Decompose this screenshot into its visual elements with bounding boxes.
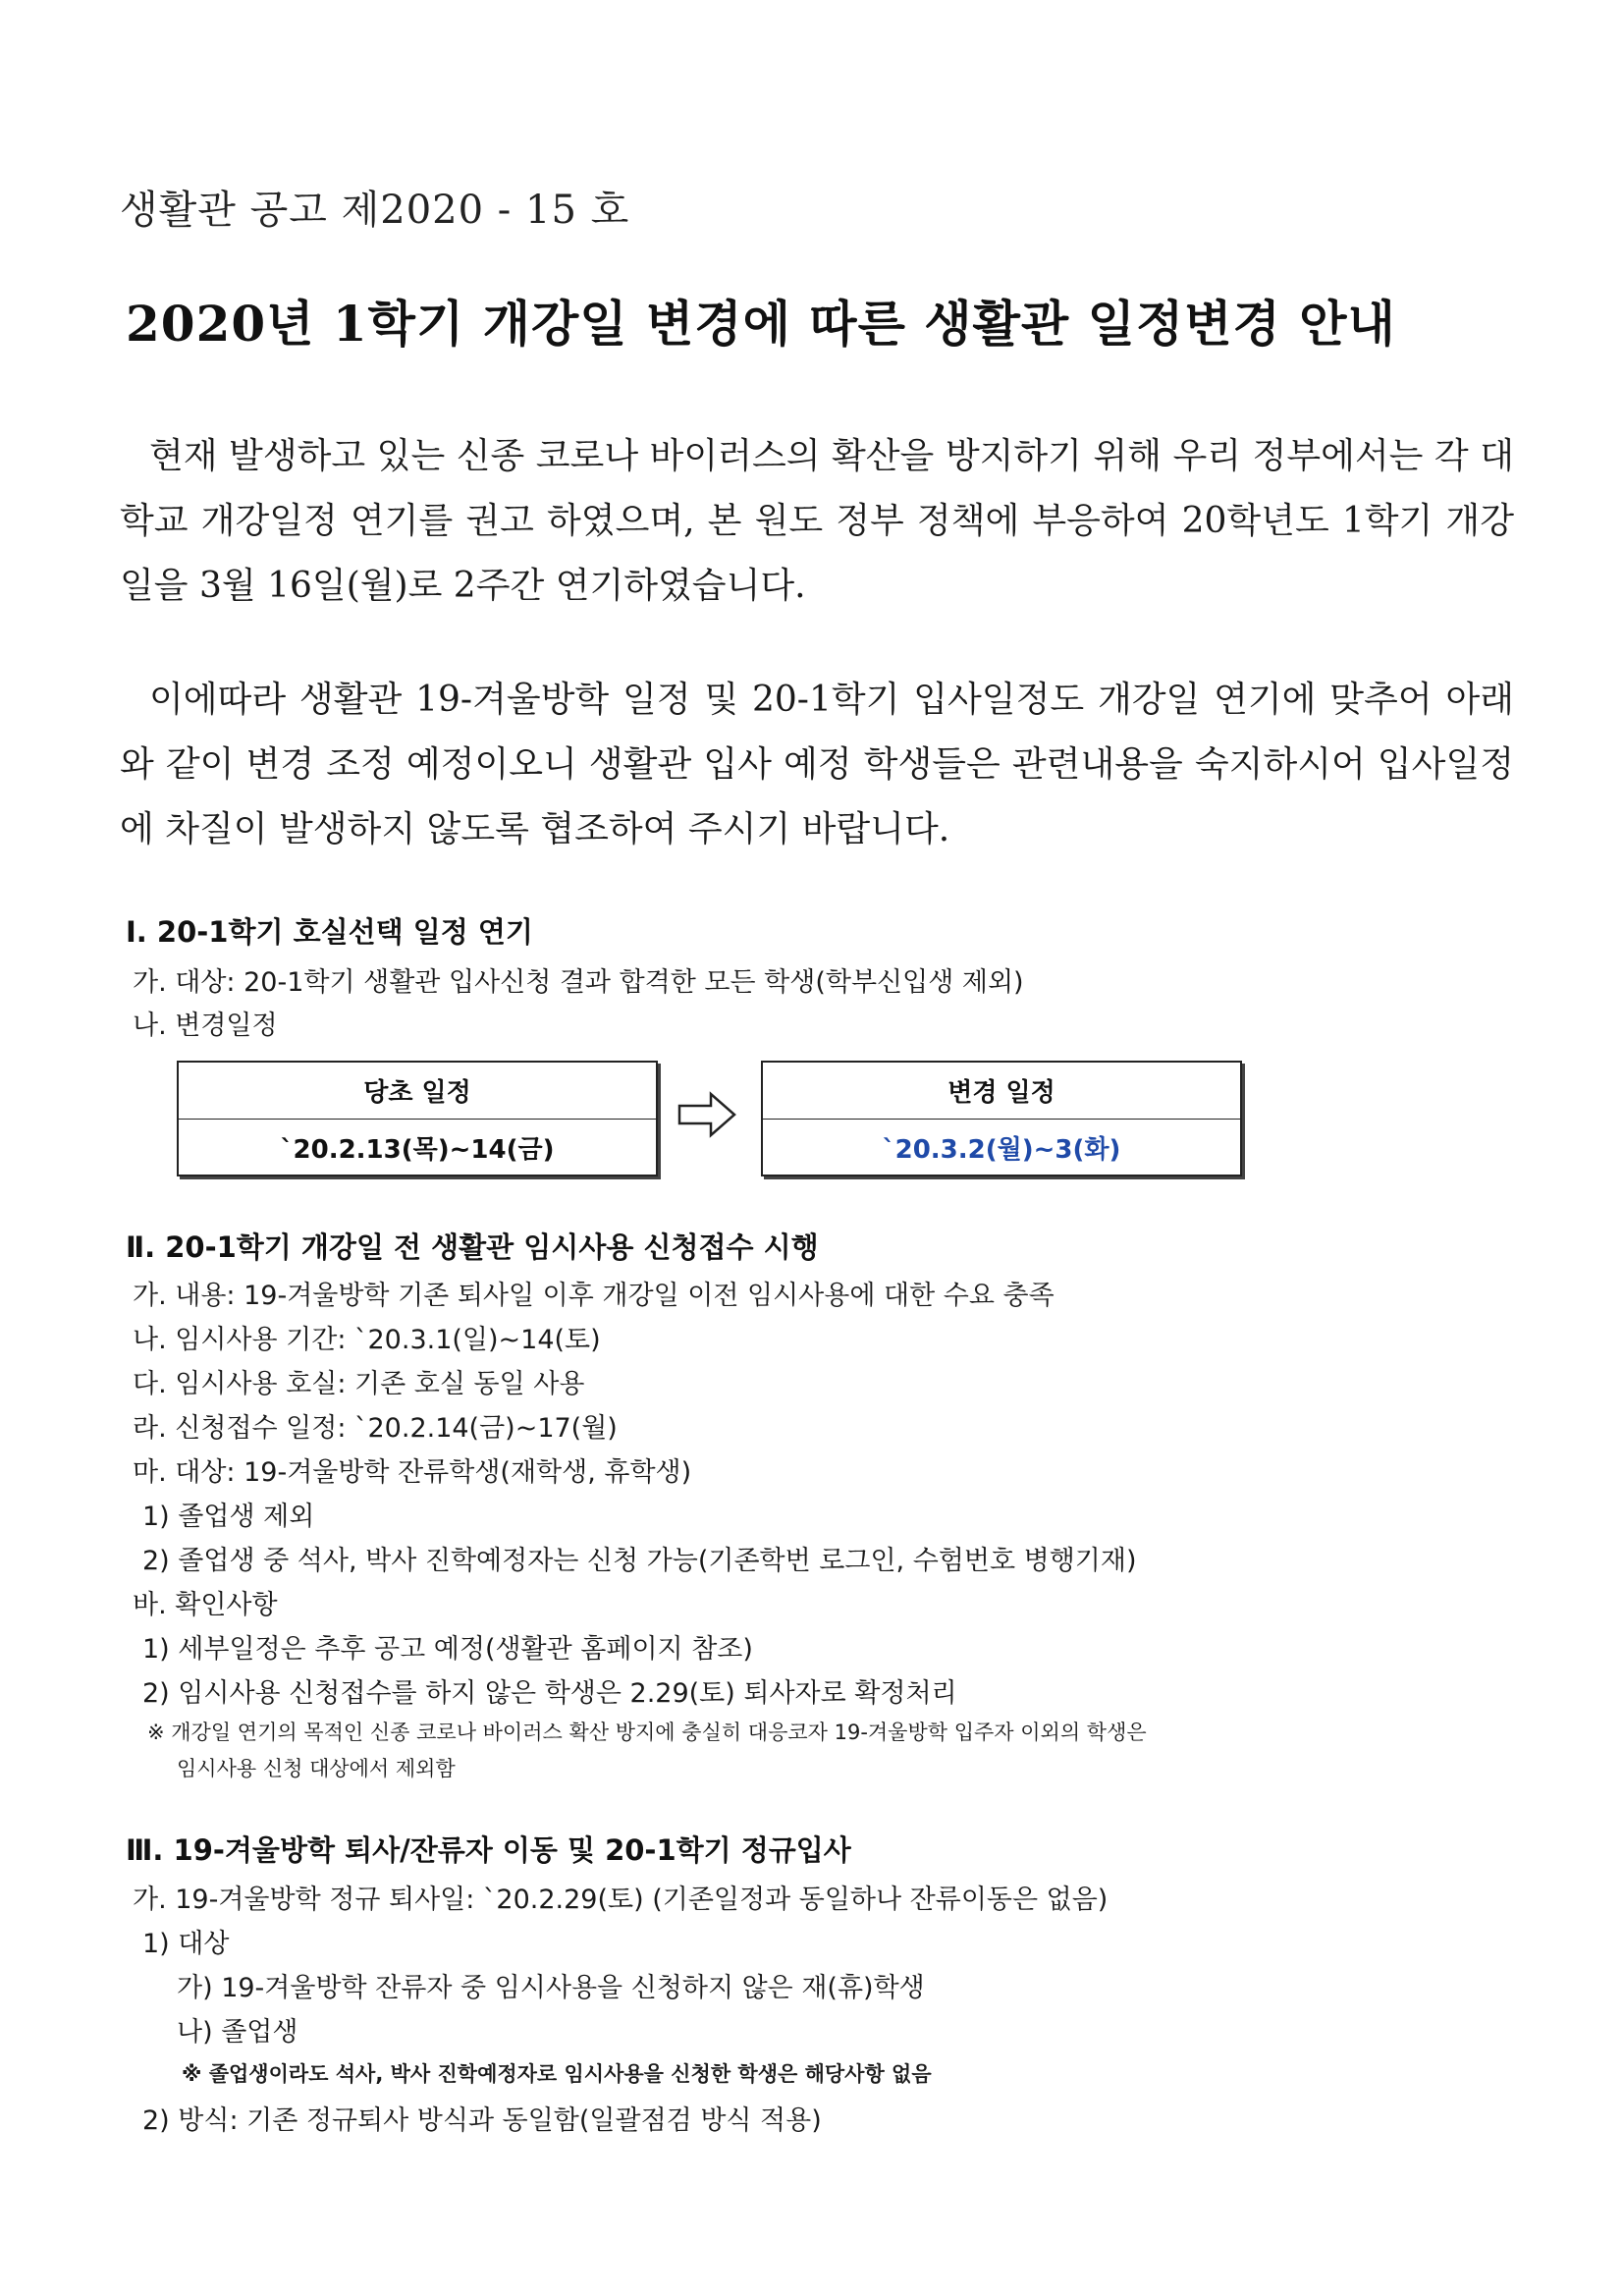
notice-number: 생활관 공고 제2020 - 15 호 — [120, 188, 630, 233]
document-title: 2020년 1학기 개강일 변경에 따른 생활관 일정변경 안내 — [126, 295, 1396, 353]
changed-schedule-value: `20.3.2(월)~3(화) — [882, 1135, 1121, 1165]
section-3-item-2: 2) 방식: 기존 정규퇴사 방식과 동일함(일괄점검 방식 적용) — [142, 2105, 822, 2136]
section-3-item-1-ga: 가) 19-겨울방학 잔류자 중 임시사용을 신청하지 않은 재(휴)학생 — [177, 1973, 925, 2003]
section-2-item: 다. 임시사용 호실: 기존 호실 동일 사용 — [133, 1369, 585, 1399]
intro-paragraph-2: 이에따라 생활관 19-겨울방학 일정 및 20-1학기 입사일정도 개강일 연기에 맞추어 아래와 같이 변경 조정 예정이오니 생활관 입사 예정 학생들은 관련내용을 숙지하시어 입사일정에 차질이 발생하지 않도록 협조하여 주시기 바랍니다. — [120, 680, 1514, 849]
section-2-item: 라. 신청접수 일정: `20.2.14(금)~17(월) — [133, 1413, 618, 1444]
original-schedule-box — [177, 1061, 658, 1176]
section-1-heading: Ⅰ. 20-1학기 호실선택 일정 연기 — [126, 915, 533, 949]
section-3-heading: Ⅲ. 19-겨울방학 퇴사/잔류자 이동 및 20-1학기 정규입사 — [126, 1833, 851, 1867]
section-2-item: 바. 확인사항 — [133, 1590, 278, 1620]
right-arrow-icon — [677, 1090, 736, 1139]
section-1-item-ga: 가. 대상: 20-1학기 생활관 입사신청 결과 합격한 모든 학생(학부신입생 제외) — [133, 967, 1024, 998]
section-3-item-1: 1) 대상 — [142, 1929, 230, 1959]
section-2-note-line-1: ※ 개강일 연기의 목적인 신종 코로나 바이러스 확산 방지에 충실히 대응코자 19-겨울방학 입주자 이외의 학생은 — [147, 1721, 1147, 1744]
section-2-heading: Ⅱ. 20-1학기 개강일 전 생활관 임시사용 신청접수 시행 — [126, 1230, 819, 1264]
section-2-note-line-2: 임시사용 신청 대상에서 제외함 — [177, 1757, 456, 1780]
changed-schedule-box — [761, 1061, 1242, 1176]
section-2-item: 2) 임시사용 신청접수를 하지 않은 학생은 2.29(토) 퇴사자로 확정처리 — [142, 1678, 957, 1709]
section-2-item: 가. 내용: 19-겨울방학 기존 퇴사일 이후 개강일 이전 임시사용에 대한 수요 충족 — [133, 1281, 1055, 1311]
section-2-item: 1) 졸업생 제외 — [142, 1502, 315, 1532]
section-2-item: 나. 임시사용 기간: `20.3.1(일)~14(토) — [133, 1325, 601, 1355]
section-2-item: 마. 대상: 19-겨울방학 잔류학생(재학생, 휴학생) — [133, 1457, 692, 1488]
changed-schedule-header: 변경 일정 — [763, 1063, 1240, 1120]
original-schedule-header: 당초 일정 — [179, 1063, 656, 1120]
intro-paragraph-1: 현재 발생하고 있는 신종 코로나 바이러스의 확산을 방지하기 위해 우리 정부에서는 각 대학교 개강일정 연기를 권고 하였으며, 본 원도 정부 정책에 부응하여 20학년도 1학기 개강일을 3월 16일(월)로 2주간 연기하였습니다. — [120, 436, 1514, 606]
section-3-note: ※ 졸업생이라도 석사, 박사 진학예정자로 임시사용을 신청한 학생은 해당사항 없음 — [182, 2062, 932, 2086]
section-1-item-na: 나. 변경일정 — [133, 1011, 278, 1041]
section-3-item-ga: 가. 19-겨울방학 정규 퇴사일: `20.2.29(토) (기존일정과 동일하나 잔류이동은 없음) — [133, 1885, 1109, 1915]
section-3-item-1-na: 나) 졸업생 — [177, 2017, 298, 2048]
section-2-item: 2) 졸업생 중 석사, 박사 진학예정자는 신청 가능(기존학번 로그인, 수험번호 병행기재) — [142, 1546, 1137, 1576]
section-2-item: 1) 세부일정은 추후 공고 예정(생활관 홈페이지 참조) — [142, 1634, 753, 1665]
original-schedule-value: `20.2.13(목)~14(금) — [280, 1135, 555, 1165]
